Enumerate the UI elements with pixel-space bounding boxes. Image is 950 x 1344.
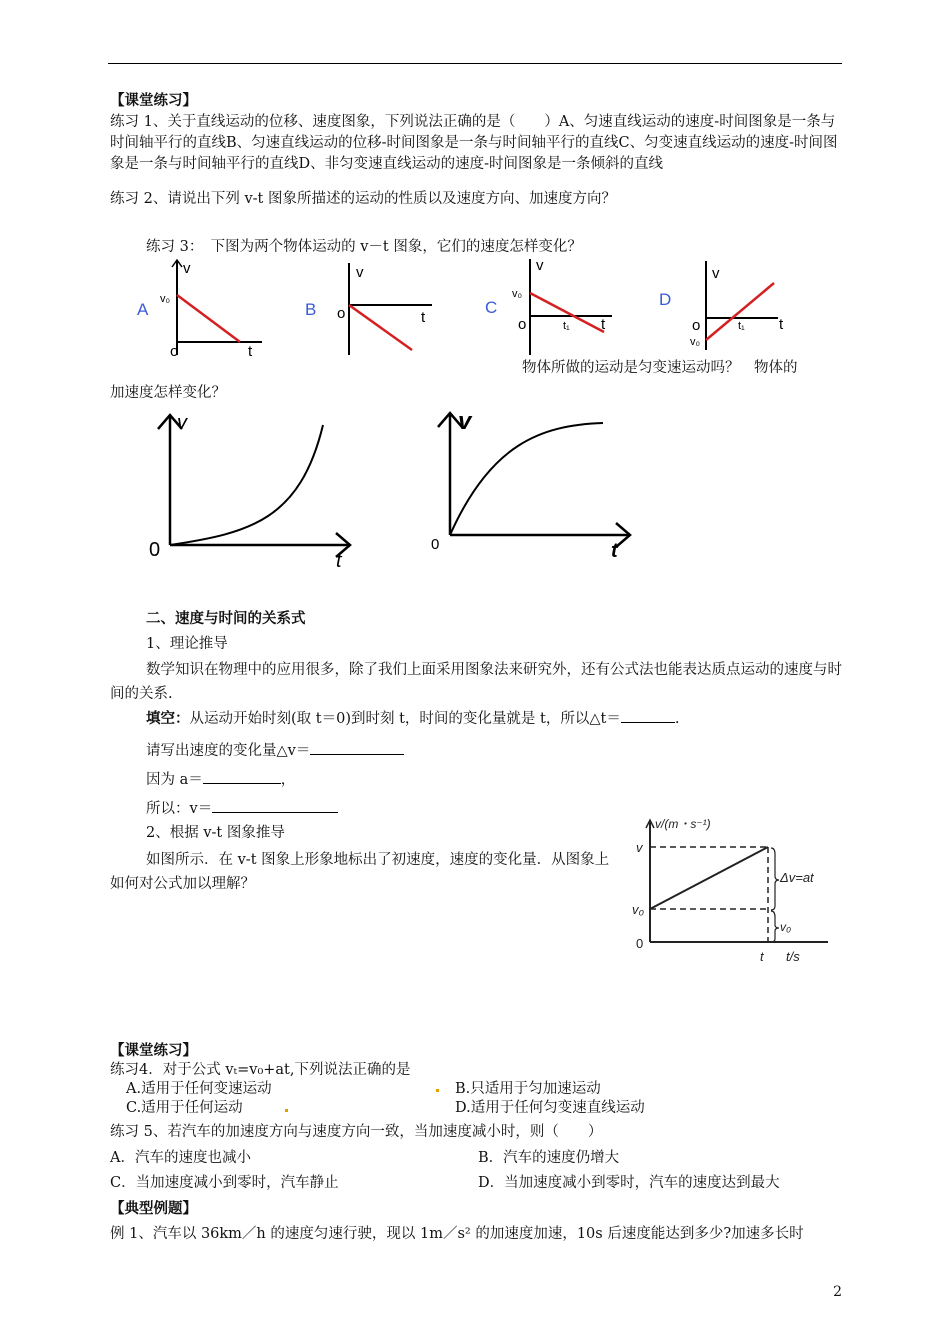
subheading-theory: 1、理论推导 <box>146 636 228 652</box>
delta-v-text: 请写出速度的变化量△v＝ <box>146 743 311 759</box>
label-origin: o <box>518 316 527 333</box>
blank-a[interactable] <box>203 769 281 784</box>
graph-label-b: B <box>305 300 317 319</box>
velocity-line <box>650 847 768 909</box>
diagram-v0: v₀ <box>632 902 644 917</box>
page-number: 2 <box>833 1284 842 1300</box>
axis-label-t: t <box>601 316 606 333</box>
section-heading-practice-2: 【课堂练习】 <box>110 1043 197 1059</box>
axis-label-t: t <box>779 316 784 333</box>
exercise-5-option-a: A．汽车的速度也减小 <box>110 1150 251 1166</box>
exercise-5-option-c: C．当加速度减小到零时，汽车静止 <box>110 1175 339 1191</box>
blank-v[interactable] <box>212 798 338 813</box>
fill-text: 从运动开始时刻(取 t＝0)到时刻 t，时间的变化量就是 t，所以△t＝ <box>189 711 621 727</box>
section-heading-practice: 【课堂练习】 <box>110 93 197 109</box>
label-origin: o <box>692 317 701 334</box>
exercise-3: 练习 3： 下图为两个物体运动的 v－t 图象，它们的速度怎样变化？ <box>146 239 582 255</box>
blank-delta-t[interactable] <box>621 708 675 723</box>
question-acceleration: 加速度怎样变化？ <box>110 385 226 401</box>
fill-in-v <box>146 798 338 820</box>
line-b <box>349 305 412 350</box>
exercise-4: 练习4．对于公式 vₜ=v₀+at,下列说法正确的是 <box>110 1062 411 1078</box>
axis-label-v: v <box>356 264 364 281</box>
fill-end: . <box>674 711 680 727</box>
diagram-t: t <box>760 949 764 964</box>
label-v0: v₀ <box>512 288 523 300</box>
curve-label-t: t <box>336 550 342 572</box>
vt-graphs <box>0 255 950 375</box>
graph-label-c: C <box>485 298 498 317</box>
axis-label-v: v <box>712 265 720 282</box>
exercise-5: 练习 5、若汽车的加速度方向与速度方向一致，当加速度减小时，则（ ） <box>110 1124 603 1140</box>
marker-dot <box>436 1089 439 1092</box>
example-1: 例 1、汽车以 36km／h 的速度匀速行驶，现以 1m／s² 的加速度加速，10s 后速度能达到多少?加速多长时 <box>110 1226 804 1242</box>
diagram-t-axis: t/s <box>786 949 800 964</box>
exercise-2: 练习 2、请说出下列 v-t 图象所描述的运动的性质以及速度方向、加速度方向？ <box>110 191 616 207</box>
curve-label-t: t <box>611 540 618 562</box>
subheading-graph: 2、根据 v-t 图象推导 <box>146 825 285 841</box>
label-t1: t₁ <box>738 320 745 332</box>
exercise-4-option-b: B.只适用于匀加速运动 <box>455 1081 601 1097</box>
blank-delta-v[interactable] <box>310 740 404 755</box>
fill-in-delta-t <box>146 708 679 730</box>
curve-label-origin: 0 <box>149 539 161 561</box>
label-origin: o <box>170 343 179 360</box>
graph-label-d: D <box>659 290 672 309</box>
exercise-4-option-a: A.适用于任何变速运动 <box>126 1081 272 1097</box>
so-text: 所以：v＝ <box>146 801 213 817</box>
graph-label-a: A <box>137 300 149 319</box>
exercise-1: 练习 1、关于直线运动的位移、速度图象，下列说法正确的是（ ）A、匀速直线运动的速度-时间图象是一条与时间轴平行的直线B、匀速直线运动的位移-时间图象是一条与时间轴平行的直线C、匀变速直线运动的速度-时间图象是一条与时间轴平行的直线D、非匀变速直线运动的速度-时间图象是一条倾斜的直线 <box>110 114 838 172</box>
curve-accelerating <box>170 425 323 545</box>
paragraph-graph: 如图所示．在 v-t 图象上形象地标出了初速度，速度的变化量．从图象上如何对公式加以理解？ <box>110 852 610 892</box>
label-t1: t₁ <box>563 320 570 332</box>
axis-label-v: v <box>536 257 544 274</box>
question-uniform: 物体所做的运动是匀变速运动吗？ 物体的 <box>522 360 798 376</box>
section-heading-examples: 【典型例题】 <box>110 1201 197 1217</box>
curve-label-origin: 0 <box>431 536 440 553</box>
marker-dot <box>285 1109 288 1112</box>
paragraph-formula: 数学知识在物理中的应用很多，除了我们上面采用图象法来研究外，还有公式法也能表达质点运动的速度与时间的关系. <box>110 662 842 702</box>
vt-derivation-diagram <box>628 812 848 972</box>
axis-label-v: v <box>183 260 191 277</box>
diagram-dv: Δv=at <box>780 870 814 885</box>
curve-label-v: v <box>177 412 187 434</box>
exercise-4-option-d: D.适用于任何匀变速直线运动 <box>455 1100 645 1116</box>
exercise-4-option-c: C.适用于任何运动 <box>126 1100 243 1116</box>
curve-decelerating <box>450 423 603 535</box>
section-heading-relation: 二、速度与时间的关系式 <box>146 611 306 627</box>
label-v0: v₀ <box>160 293 171 305</box>
diagram-v: v <box>636 840 643 855</box>
exercise-5-option-d: D．当加速度减小到零时，汽车的速度达到最大 <box>478 1175 780 1191</box>
diagram-v0-right: v₀ <box>780 920 792 934</box>
diagram-y-axis: v/(m・s⁻¹) <box>655 817 711 831</box>
axis-label-t: t <box>421 309 426 326</box>
because-end: ， <box>280 772 296 788</box>
line-a <box>177 295 240 342</box>
label-v0: v₀ <box>690 336 701 348</box>
label-origin: o <box>337 305 346 322</box>
axis-label-t: t <box>248 343 253 360</box>
exercise-5-option-b: B．汽车的速度仍增大 <box>478 1150 620 1166</box>
diagram-zero: 0 <box>636 936 644 951</box>
fill-in-a <box>146 769 295 791</box>
fill-in-delta-v <box>146 740 404 762</box>
because-text: 因为 a＝ <box>146 772 203 788</box>
fill-label: 填空： <box>146 711 190 727</box>
header-rule <box>108 63 842 64</box>
curve-graphs <box>0 405 950 585</box>
curve-label-v: v <box>458 408 472 435</box>
